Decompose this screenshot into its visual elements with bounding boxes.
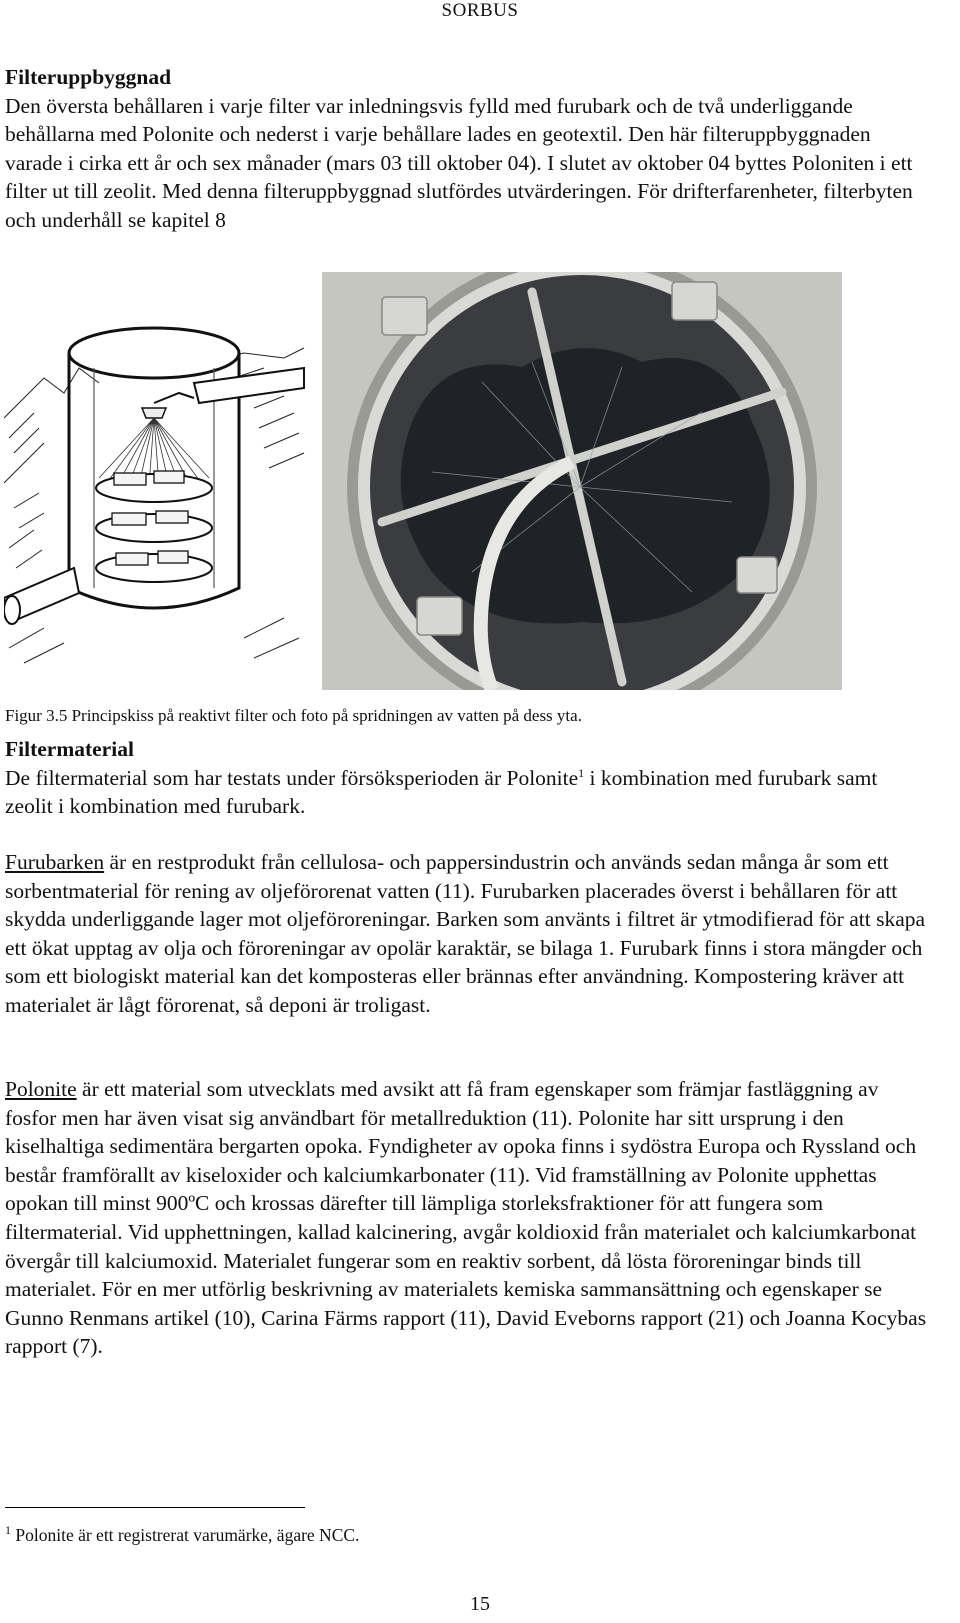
- running-header: SORBUS: [441, 0, 519, 21]
- section-filteruppbyggnad: [5, 63, 930, 235]
- footnote-reference: 1: [578, 765, 585, 780]
- section-filtermaterial: [5, 735, 930, 821]
- footnote: $^1$ Polonite är ett registrerat varumärke, ägare NCC.: [5, 1523, 360, 1545]
- page-number: 15: [470, 1593, 490, 1615]
- term-polonite: Polonite: [5, 1077, 77, 1101]
- paragraph-furubark: Furubarken är en restprodukt från cellulosa- och pappersindustrin och används sedan många år som ett sorbentmaterial för rening av oljeförorenat vatten (11). Furubarken placerades överst i behållaren för att skydda underliggande lager mot oljeföroreningar. Barken som använts i filtret är ytmodifierad för att skapa ett ökat upptag av olja och föroreningar av opolär karaktär, se bilaga 1. Furubark finns i stora mängder och som ett biologiskt material kan det komposteras eller brännas efter användning. Kompostering kräver att materialet är lågt förorenat, så deponi är troligast.: [5, 850, 926, 1017]
- filter-sketch-illustration: [4, 268, 314, 673]
- term-furubarken: Furubarken: [5, 850, 105, 874]
- paragraph: Den översta behållaren i varje filter var inledningsvis fylld med furubark och de två underliggande behållarna med Polonite och nederst i varje behållare lades en geotextil. Den här filteruppbyggnaden varade i cirka ett år och sex månader (mars 03 till oktober 04). I slutet av oktober 04 byttes Poloniten i ett filter ut till zeolit. Med denna filteruppbyggnad slutfördes utvärderingen. För drifterfarenheter, filterbyten och underhåll se kapitel 8: [5, 93, 913, 232]
- paragraph-polonite: Polonite är ett material som utvecklats med avsikt att få fram egenskaper som främjar fastläggning av fosfor men har även visat sig användbart för metallreduktion (11). Polonite har sitt ursprung i den kiselhaltiga sedimentära bergarten opoka. Fyndigheter av opoka finns i sydöstra Europa och Ryssland och består framförallt av kiseloxider och kalciumkarbonater (11). Vid framställning av Polonite upphettas opokan till minst 900ºC och krossas därefter till lämpliga storleksfraktioner för att fungera som filtermaterial. Vid upphettningen, kallad kalcinering, avgår koldioxid från materialet och kalciumkarbonat övergår till kalciumoxid. Materialet fungerar som en reaktiv sorbent, då lösta föroreningar binds till materialet. För en mer utförlig beskrivning av materialets kemiska sammansättning och egenskaper se Gunno Renmans artikel (10), Carina Färms rapport (11), David Eveborns rapport (21) och Joanna Kocybas rapport (7).: [5, 1077, 927, 1359]
- section-heading: Filtermaterial: [5, 737, 134, 761]
- filter-surface-photo: [322, 272, 842, 690]
- footnote-divider: [5, 1507, 305, 1508]
- section-heading: Filteruppbyggnad: [5, 65, 172, 89]
- paragraph-intro: De filtermaterial som har testats under försöksperioden är Polonite$^1$ i kombination med furubark samt zeolit i kombination med furubark.: [5, 765, 878, 819]
- figure: [4, 268, 924, 688]
- figure-caption: Figur 3.5 Principskiss på reaktivt filter och foto på spridningen av vatten på dess yta.: [5, 706, 582, 725]
